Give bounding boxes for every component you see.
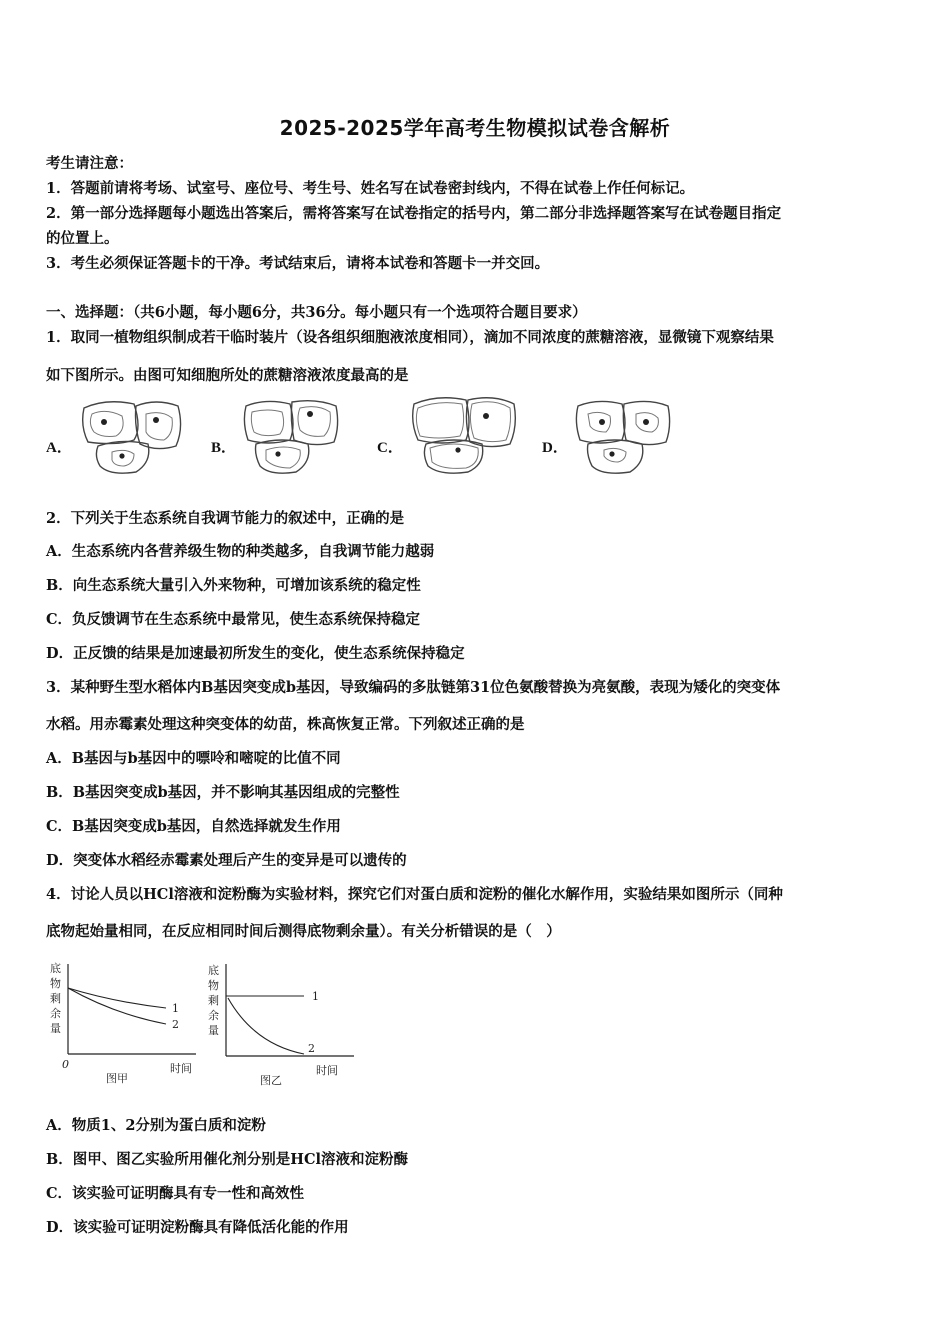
q4-option-b: B．图甲、图乙实验所用催化剂分别是HCl溶液和淀粉酶 [46, 1151, 409, 1168]
graph-a-curve-2-label: 2 [172, 1018, 179, 1031]
page-title: 2025-2025学年高考生物模拟试卷含解析 [279, 116, 671, 140]
q2-stem: 2．下列关于生态系统自我调节能力的叙述中，正确的是 [46, 510, 405, 527]
graph-a-origin: 0 [62, 1058, 69, 1071]
notice-item-3: 3．考生必须保证答题卡的干净。考试结束后，请将本试卷和答题卡一并交回。 [46, 255, 550, 272]
graph-a-ylabel-5: 量 [50, 1022, 61, 1035]
graph-b-ylabel-2: 物 [208, 979, 219, 992]
q1-option-c-image [408, 394, 520, 476]
graph-b-curve-2-label: 2 [308, 1042, 315, 1055]
q1-option-c-label: C． [377, 440, 403, 456]
q1-option-b-image [238, 396, 342, 476]
q4-option-c: C．该实验可证明酶具有专一性和高效性 [46, 1185, 305, 1202]
graph-a-caption: 图甲 [106, 1072, 128, 1085]
q1-stem-line1: 1．取同一植物组织制成若干临时装片（设各组织细胞液浓度相同），滴加不同浓度的蔗糖溶液，显微镜下观察结果 [46, 329, 774, 346]
q1-option-d-image [570, 396, 676, 476]
notice-item-2-cont: 的位置上。 [46, 230, 119, 247]
q4-stem-line1: 4．讨论人员以HCl溶液和淀粉酶为实验材料，探究它们对蛋白质和淀粉的催化水解作用，实验结果如图所示（同种 [46, 886, 783, 903]
q4-stem-line2: 底物起始量相同，在反应相同时间后测得底物剩余量）。有关分析错误的是（ ） [46, 923, 561, 940]
graph-b-ylabel-4: 余 [208, 1009, 219, 1022]
graph-b-curve-2 [228, 998, 304, 1054]
graph-a-curve-1-label: 1 [172, 1002, 179, 1015]
notice-item-2: 2．第一部分选择题每小题选出答案后，需将答案写在试卷指定的括号内，第二部分非选择题答案写在试卷题目指定 [46, 205, 782, 222]
q3-option-b: B．B基因突变成b基因，并不影响其基因组成的完整性 [46, 784, 400, 801]
graph-b-caption: 图乙 [260, 1074, 282, 1087]
graph-a-curve-1 [68, 988, 166, 1008]
q2-option-c: C．负反馈调节在生态系统中最常见，使生态系统保持稳定 [46, 611, 421, 628]
q4-option-d: D．该实验可证明淀粉酶具有降低活化能的作用 [46, 1219, 349, 1236]
q2-option-a: A．生态系统内各营养级生物的种类越多，自我调节能力越弱 [46, 543, 435, 560]
q4-graph-a [44, 958, 204, 1094]
graph-b-ylabel-3: 剩 [208, 994, 219, 1007]
q3-option-c: C．B基因突变成b基因，自然选择就发生作用 [46, 818, 341, 835]
graph-a-ylabel-4: 余 [50, 1007, 61, 1020]
section-heading: 一、选择题：（共6小题，每小题6分，共36分。每小题只有一个选项符合题目要求） [46, 304, 587, 321]
graph-b-xlabel: 时间 [316, 1064, 338, 1077]
graph-a-ylabel-2: 物 [50, 977, 61, 990]
q4-option-a: A．物质1、2分别为蛋白质和淀粉 [46, 1117, 266, 1134]
graph-b-ylabel-5: 量 [208, 1024, 219, 1037]
graph-a-ylabel-1: 底 [50, 962, 61, 975]
q1-option-a-image [76, 398, 186, 476]
q2-option-d: D．正反馈的结果是加速最初所发生的变化，使生态系统保持稳定 [46, 645, 465, 662]
q3-stem-line2: 水稻。用赤霉素处理这种突变体的幼苗，株高恢复正常。下列叙述正确的是 [46, 716, 525, 733]
q1-option-a-label: A． [46, 440, 72, 456]
graph-a-xlabel: 时间 [170, 1062, 192, 1075]
q1-option-b-label: B． [211, 440, 237, 456]
graph-b-curve-1-label: 1 [312, 990, 319, 1003]
q1-option-d-label: D． [542, 440, 568, 456]
graph-b-ylabel-1: 底 [208, 964, 219, 977]
q3-option-a: A．B基因与b基因中的嘌呤和嘧啶的比值不同 [46, 750, 341, 767]
graph-a-ylabel-3: 剩 [50, 992, 61, 1005]
q1-stem-line2: 如下图所示。由图可知细胞所处的蔗糖溶液浓度最高的是 [46, 367, 409, 384]
q3-option-d: D．突变体水稻经赤霉素处理后产生的变异是可以遗传的 [46, 852, 407, 869]
notice-item-1: 1．答题前请将考场、试室号、座位号、考生号、姓名写在试卷密封线内，不得在试卷上作任何标记。 [46, 180, 695, 197]
q3-stem-line1: 3．某种野生型水稻体内B基因突变成b基因，导致编码的多肽链第31位色氨酸替换为亮氨酸，表现为矮化的突变体 [46, 679, 781, 696]
q2-option-b: B．向生态系统大量引入外来物种，可增加该系统的稳定性 [46, 577, 421, 594]
notice-heading: 考生请注意： [46, 155, 133, 172]
q4-graph-b [204, 958, 364, 1094]
